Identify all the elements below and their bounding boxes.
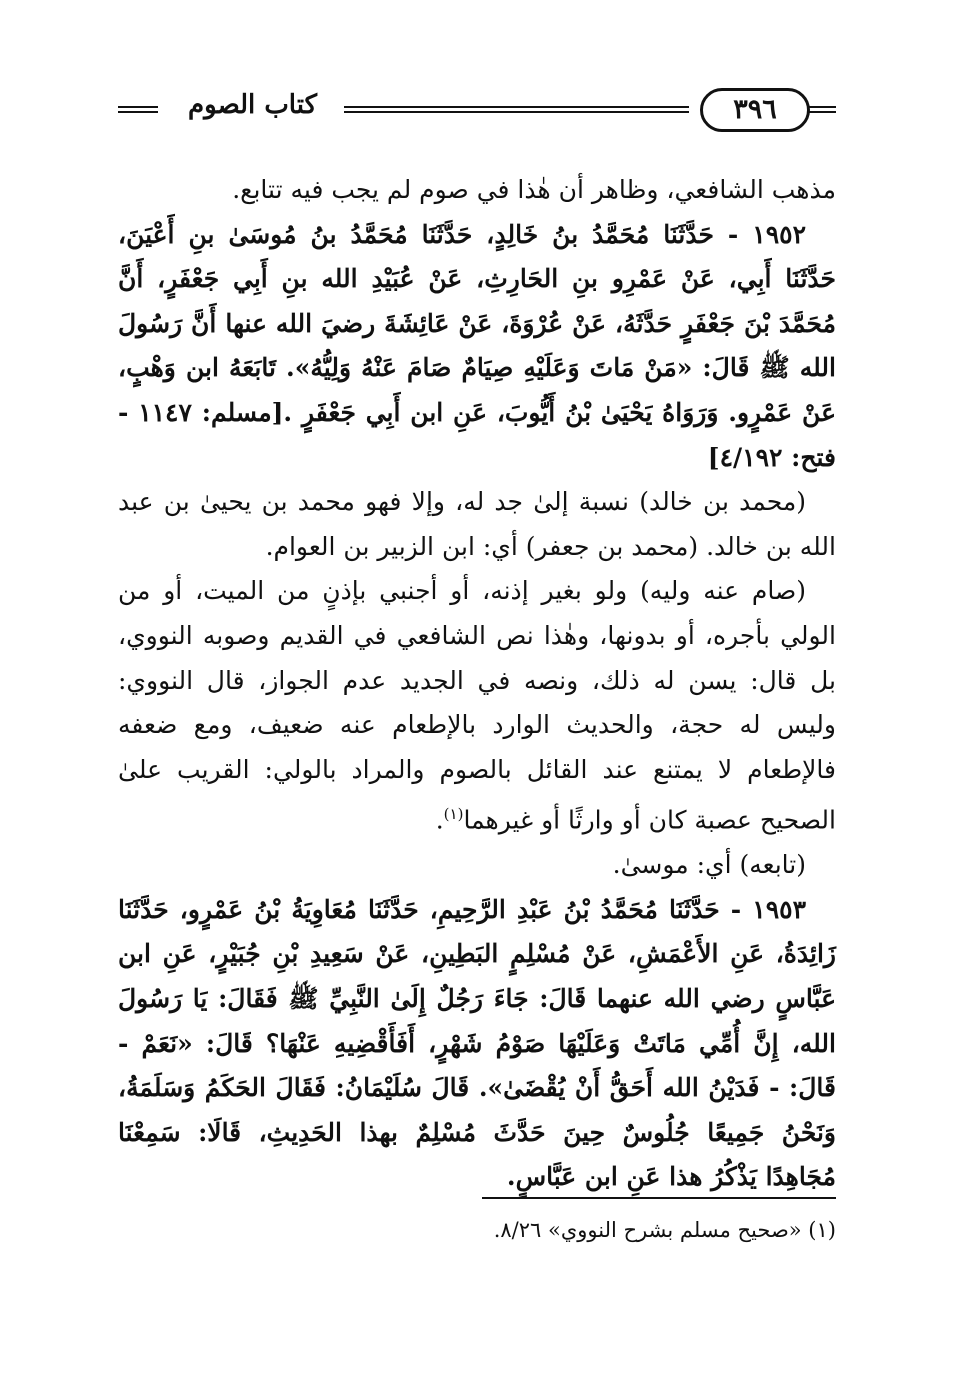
page-number: ٣٩٦ [700, 88, 810, 132]
footnote-separator [482, 1197, 836, 1199]
commentary-paragraph: (محمد بن خالد) نسبة إلىٰ جد له، وإلا فهو محمد بن يحيىٰ بن عبد الله بن خالد. (محمد بن جعفر) أي: ابن الزبير بن العوام. [118, 487, 836, 561]
main-text [118, 168, 836, 1200]
footnote: (١) «صحيح مسلم بشرح النووي» ٨/٢٦. [493, 1218, 836, 1242]
paragraph-continuation: مذهب الشافعي، وظاهر أن هٰذا في صوم لم يجب فيه تتابع. [232, 175, 836, 204]
book-title: كتاب الصوم [188, 90, 317, 120]
header-rule-right [808, 106, 836, 113]
hadith-1953: ١٩٥٣ - حَدَّثَنَا مُحَمَّدُ بْنُ عَبْدِ الرَّحِيمِ، حَدَّثَنَا مُعَاوِيَةُ بْنُ عَمْرٍو، حَدَّثَنَا زَائِدَةُ، عَنِ الأَعْمَشِ، عَنْ مُسْلِمٍ البَطِينِ، عَنْ سَعِيدِ بْنِ جُبَيْرٍ، عَنِ ابن عَبَّاسٍ رضي الله عنهما قَالَ: جَاءَ رَجُلٌ إِلَىٰ النَّبِيِّ ﷺ فَقَالَ: يَا رَسُولَ الله، إِنَّ أُمِّي مَاتَتْ وَعَلَيْهَا صَوْمُ شَهْرٍ، أَفَأَقْضِيهِ عَنْهَا؟ قَالَ: «نَعَمْ - قَالَ: - فَدَيْنُ الله أَحَقُّ أَنْ يُقْضَىٰ». قَالَ سُلَيْمَانُ: فَقَالَ الحَكَمُ وَسَلَمَةُ، وَنَحْنُ جَمِيعًا جُلُوسٌ حِينَ حَدَّثَ مُسْلِمٌ بهذا الحَدِيثِ، قَالَا: سَمِعْنَا مُجَاهِدًا يَذْكُرُ هذا عَنِ ابن عَبَّاسٍ. [118, 894, 836, 1192]
header-rule-middle [344, 106, 689, 113]
footnote-marker: (١) [443, 805, 464, 824]
header-rule-left [118, 106, 158, 113]
commentary-paragraph: (تابعه) أي: موسىٰ. [612, 850, 806, 880]
page-header [118, 88, 836, 132]
commentary-text: (صام عنه وليه) ولو بغير إذنه، أو أجنبي بإذنٍ من الميت، أو من الولي بأجره، أو بدونها، وهٰذا نص الشافعي في القديم وصوبه النووي، بل قال: يسن له ذلك، ونصه في الجديد عدم الجواز، قال النووي: وليس له حجة، والحديث الوارد بالإطعام عنه ضعيف، ومع ضعفه فالإطعام لا يمتنع عند القائل بالصوم والمراد بالولي: القريب علىٰ الصحيح عصبة كان أو وارثًا أو غيرهما [118, 576, 836, 835]
hadith-1952: ١٩٥٢ - حَدَّثَنَا مُحَمَّدُ بنُ خَالِدٍ، حَدَّثَنَا مُحَمَّدُ بنُ مُوسَىٰ بنِ أَعْيَنَ، حَدَّثَنَا أَبِي، عَنْ عَمْرِو بنِ الحَارِثِ، عَنْ عُبَيْدِ الله بنِ أَبِي جَعْفَرٍ، أَنَّ مُحَمَّدَ بْنَ جَعْفَرٍ حَدَّثَهُ، عَنْ عُرْوَةَ، عَنْ عَائِشَةَ رضيَ الله عنها أَنَّ رَسُولَ الله ﷺ قَالَ: «مَنْ مَاتَ وَعَلَيْهِ صِيَامٌ صَامَ عَنْهُ وَلِيُّهُ». تَابَعَهُ ابن وَهْبٍ، عَنْ عَمْرٍو. وَرَوَاهُ يَحْيَىٰ بْنُ أَيُّوبَ، عَنِ ابن أَبِي جَعْفَرٍ .[مسلم: ١١٤٧ - فتح: ٤/١٩٢] [118, 219, 836, 472]
commentary-paragraph: (صام عنه وليه) ولو بغير إذنه، أو أجنبي بإذنٍ من الميت، أو من الولي بأجره، أو بدونها، وهٰذا نص الشافعي في القديم وصوبه النووي، بل قال: يسن له ذلك، ونصه في الجديد عدم الجواز، قال النووي: وليس له حجة، والحديث الوارد بالإطعام عنه ضعيف، ومع ضعفه فالإطعام لا يمتنع عند القائل بالصوم والمراد بالولي: القريب علىٰ الصحيح عصبة كان أو وارثًا أو غيرهما$^{(١)}$. [118, 576, 836, 835]
